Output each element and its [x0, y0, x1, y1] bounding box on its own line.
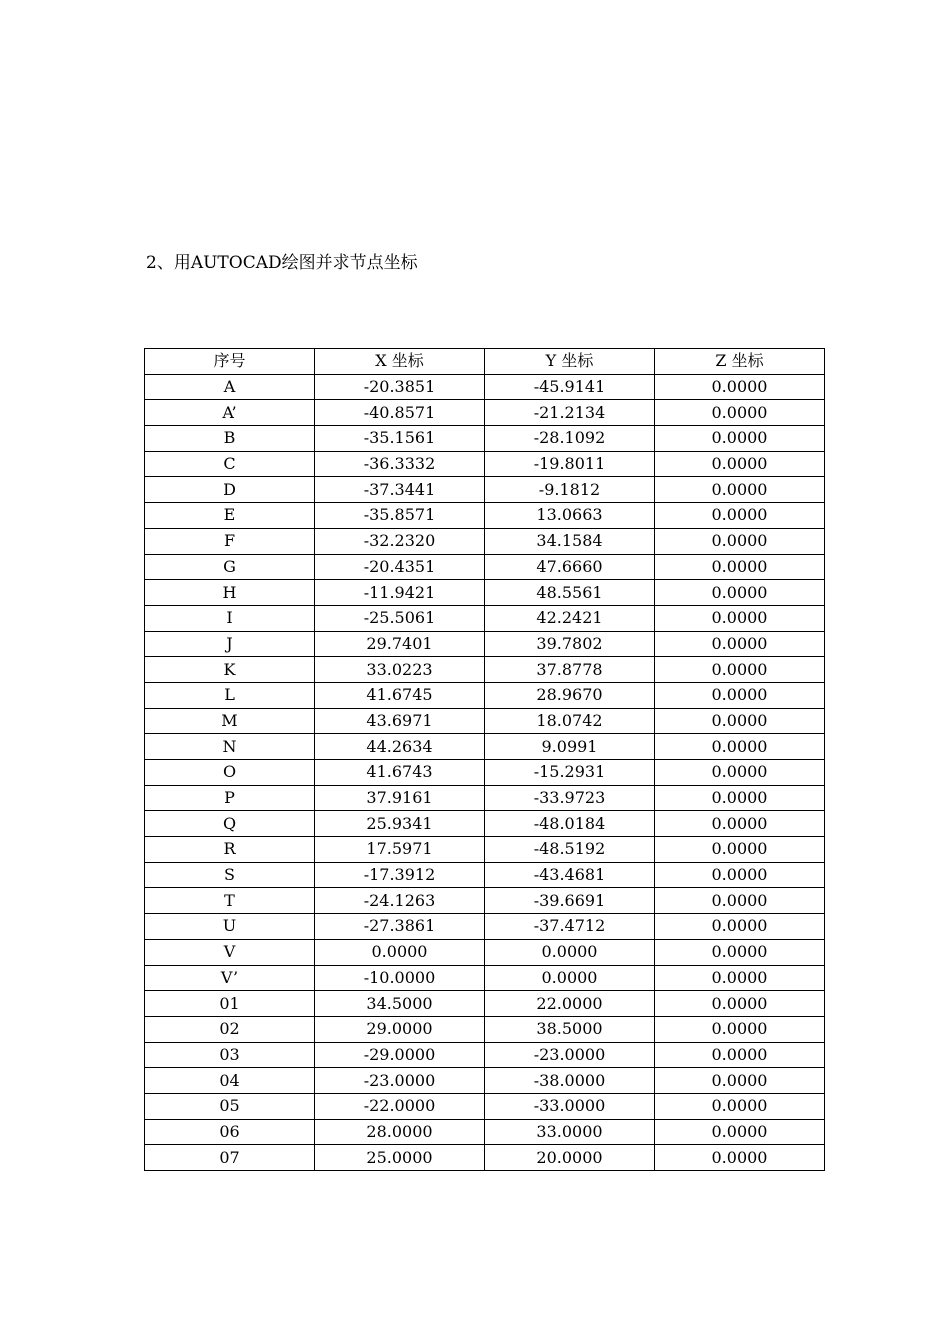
- cell-z-coordinate: 0.0000: [655, 400, 825, 426]
- cell-y-coordinate: -39.6691: [485, 888, 655, 914]
- cell-z-coordinate: 0.0000: [655, 939, 825, 965]
- cell-serial-number: F: [145, 528, 315, 554]
- table-row: [145, 451, 825, 477]
- cell-z-coordinate: 0.0000: [655, 1093, 825, 1119]
- table-row: [145, 734, 825, 760]
- cell-z-coordinate: 0.0000: [655, 991, 825, 1017]
- cell-serial-number: I: [145, 605, 315, 631]
- cell-z-coordinate: 0.0000: [655, 1119, 825, 1145]
- cell-x-coordinate: -40.8571: [315, 400, 485, 426]
- cell-serial-number: V: [145, 939, 315, 965]
- table-row: [145, 837, 825, 863]
- cell-x-coordinate: -35.1561: [315, 426, 485, 452]
- cell-y-coordinate: 20.0000: [485, 1145, 655, 1171]
- cell-y-coordinate: -38.0000: [485, 1068, 655, 1094]
- cell-x-coordinate: 25.0000: [315, 1145, 485, 1171]
- cell-y-coordinate: -45.9141: [485, 374, 655, 400]
- cell-z-coordinate: 0.0000: [655, 734, 825, 760]
- cell-serial-number: T: [145, 888, 315, 914]
- cell-y-coordinate: 13.0663: [485, 503, 655, 529]
- cell-z-coordinate: 0.0000: [655, 528, 825, 554]
- cell-x-coordinate: -22.0000: [315, 1093, 485, 1119]
- cell-z-coordinate: 0.0000: [655, 503, 825, 529]
- cell-y-coordinate: -33.0000: [485, 1093, 655, 1119]
- cell-serial-number: H: [145, 580, 315, 606]
- cell-z-coordinate: 0.0000: [655, 426, 825, 452]
- table-body: [145, 374, 825, 1170]
- cell-serial-number: N: [145, 734, 315, 760]
- cell-y-coordinate: 38.5000: [485, 1016, 655, 1042]
- cell-x-coordinate: -24.1263: [315, 888, 485, 914]
- table-row: [145, 528, 825, 554]
- table-row: [145, 477, 825, 503]
- cell-y-coordinate: 18.0742: [485, 708, 655, 734]
- cell-y-coordinate: -48.0184: [485, 811, 655, 837]
- cell-serial-number: 04: [145, 1068, 315, 1094]
- cell-z-coordinate: 0.0000: [655, 631, 825, 657]
- section-heading: 2、用AUTOCAD绘图并求节点坐标: [146, 253, 418, 273]
- table-row: [145, 400, 825, 426]
- cell-z-coordinate: 0.0000: [655, 1042, 825, 1068]
- cell-serial-number: K: [145, 657, 315, 683]
- cell-serial-number: J: [145, 631, 315, 657]
- cell-z-coordinate: 0.0000: [655, 451, 825, 477]
- cell-serial-number: V’: [145, 965, 315, 991]
- table-row: [145, 1145, 825, 1171]
- cell-y-coordinate: 9.0991: [485, 734, 655, 760]
- cell-z-coordinate: 0.0000: [655, 888, 825, 914]
- cell-z-coordinate: 0.0000: [655, 374, 825, 400]
- cell-z-coordinate: 0.0000: [655, 580, 825, 606]
- cell-serial-number: 07: [145, 1145, 315, 1171]
- table-row: [145, 991, 825, 1017]
- cell-serial-number: A’: [145, 400, 315, 426]
- table-header-row: [145, 349, 825, 375]
- cell-z-coordinate: 0.0000: [655, 1016, 825, 1042]
- cell-x-coordinate: -10.0000: [315, 965, 485, 991]
- cell-x-coordinate: -17.3912: [315, 862, 485, 888]
- table-row: [145, 1068, 825, 1094]
- cell-serial-number: 01: [145, 991, 315, 1017]
- table-row: [145, 580, 825, 606]
- cell-x-coordinate: -20.3851: [315, 374, 485, 400]
- cell-y-coordinate: -21.2134: [485, 400, 655, 426]
- table-row: [145, 811, 825, 837]
- cell-z-coordinate: 0.0000: [655, 682, 825, 708]
- cell-y-coordinate: 33.0000: [485, 1119, 655, 1145]
- cell-y-coordinate: -33.9723: [485, 785, 655, 811]
- table-row: [145, 682, 825, 708]
- cell-z-coordinate: 0.0000: [655, 1068, 825, 1094]
- cell-x-coordinate: -27.3861: [315, 914, 485, 940]
- cell-z-coordinate: 0.0000: [655, 914, 825, 940]
- cell-x-coordinate: -23.0000: [315, 1068, 485, 1094]
- cell-serial-number: D: [145, 477, 315, 503]
- table-row: [145, 1042, 825, 1068]
- table-row: [145, 657, 825, 683]
- table-row: [145, 605, 825, 631]
- cell-serial-number: 03: [145, 1042, 315, 1068]
- cell-y-coordinate: -15.2931: [485, 760, 655, 786]
- cell-serial-number: O: [145, 760, 315, 786]
- cell-y-coordinate: 47.6660: [485, 554, 655, 580]
- cell-z-coordinate: 0.0000: [655, 1145, 825, 1171]
- table-row: [145, 760, 825, 786]
- cell-x-coordinate: 37.9161: [315, 785, 485, 811]
- cell-y-coordinate: 0.0000: [485, 939, 655, 965]
- cell-z-coordinate: 0.0000: [655, 708, 825, 734]
- cell-y-coordinate: 22.0000: [485, 991, 655, 1017]
- cell-x-coordinate: -36.3332: [315, 451, 485, 477]
- cell-serial-number: P: [145, 785, 315, 811]
- cell-x-coordinate: 17.5971: [315, 837, 485, 863]
- cell-y-coordinate: 37.8778: [485, 657, 655, 683]
- cell-y-coordinate: -37.4712: [485, 914, 655, 940]
- cell-y-coordinate: -28.1092: [485, 426, 655, 452]
- cell-serial-number: 05: [145, 1093, 315, 1119]
- table-row: [145, 785, 825, 811]
- table-row: [145, 862, 825, 888]
- cell-x-coordinate: 28.0000: [315, 1119, 485, 1145]
- table-row: [145, 374, 825, 400]
- cell-y-coordinate: 39.7802: [485, 631, 655, 657]
- table-row: [145, 708, 825, 734]
- cell-y-coordinate: 48.5561: [485, 580, 655, 606]
- cell-x-coordinate: -32.2320: [315, 528, 485, 554]
- cell-x-coordinate: 0.0000: [315, 939, 485, 965]
- header-z-coordinate: Z 坐标: [655, 349, 825, 375]
- header-y-coordinate: Y 坐标: [485, 349, 655, 375]
- cell-z-coordinate: 0.0000: [655, 837, 825, 863]
- node-coordinates-table: [144, 348, 825, 1171]
- cell-y-coordinate: 28.9670: [485, 682, 655, 708]
- cell-z-coordinate: 0.0000: [655, 477, 825, 503]
- cell-y-coordinate: -23.0000: [485, 1042, 655, 1068]
- cell-serial-number: 06: [145, 1119, 315, 1145]
- table-row: [145, 888, 825, 914]
- cell-serial-number: S: [145, 862, 315, 888]
- cell-z-coordinate: 0.0000: [655, 785, 825, 811]
- cell-x-coordinate: 29.7401: [315, 631, 485, 657]
- cell-x-coordinate: 44.2634: [315, 734, 485, 760]
- cell-serial-number: Q: [145, 811, 315, 837]
- cell-z-coordinate: 0.0000: [655, 965, 825, 991]
- cell-x-coordinate: 43.6971: [315, 708, 485, 734]
- cell-x-coordinate: 29.0000: [315, 1016, 485, 1042]
- cell-y-coordinate: -43.4681: [485, 862, 655, 888]
- cell-serial-number: C: [145, 451, 315, 477]
- cell-x-coordinate: 33.0223: [315, 657, 485, 683]
- cell-serial-number: R: [145, 837, 315, 863]
- table-row: [145, 554, 825, 580]
- cell-x-coordinate: 41.6745: [315, 682, 485, 708]
- table-row: [145, 503, 825, 529]
- cell-z-coordinate: 0.0000: [655, 605, 825, 631]
- cell-serial-number: G: [145, 554, 315, 580]
- table-row: [145, 914, 825, 940]
- cell-z-coordinate: 0.0000: [655, 657, 825, 683]
- table-row: [145, 1016, 825, 1042]
- cell-serial-number: B: [145, 426, 315, 452]
- cell-y-coordinate: -19.8011: [485, 451, 655, 477]
- cell-x-coordinate: -29.0000: [315, 1042, 485, 1068]
- table-row: [145, 939, 825, 965]
- header-serial-number: 序号: [145, 349, 315, 375]
- cell-serial-number: 02: [145, 1016, 315, 1042]
- table-row: [145, 1093, 825, 1119]
- cell-x-coordinate: 25.9341: [315, 811, 485, 837]
- table-row: [145, 1119, 825, 1145]
- cell-y-coordinate: 34.1584: [485, 528, 655, 554]
- header-x-coordinate: X 坐标: [315, 349, 485, 375]
- cell-y-coordinate: 0.0000: [485, 965, 655, 991]
- cell-z-coordinate: 0.0000: [655, 554, 825, 580]
- cell-x-coordinate: -35.8571: [315, 503, 485, 529]
- cell-x-coordinate: 41.6743: [315, 760, 485, 786]
- cell-y-coordinate: -9.1812: [485, 477, 655, 503]
- cell-serial-number: U: [145, 914, 315, 940]
- cell-x-coordinate: -37.3441: [315, 477, 485, 503]
- cell-x-coordinate: -11.9421: [315, 580, 485, 606]
- cell-serial-number: E: [145, 503, 315, 529]
- cell-x-coordinate: -20.4351: [315, 554, 485, 580]
- cell-y-coordinate: -48.5192: [485, 837, 655, 863]
- cell-z-coordinate: 0.0000: [655, 760, 825, 786]
- cell-x-coordinate: 34.5000: [315, 991, 485, 1017]
- cell-serial-number: M: [145, 708, 315, 734]
- cell-y-coordinate: 42.2421: [485, 605, 655, 631]
- cell-serial-number: A: [145, 374, 315, 400]
- table-row: [145, 965, 825, 991]
- cell-x-coordinate: -25.5061: [315, 605, 485, 631]
- table-row: [145, 631, 825, 657]
- cell-z-coordinate: 0.0000: [655, 862, 825, 888]
- cell-z-coordinate: 0.0000: [655, 811, 825, 837]
- table-row: [145, 426, 825, 452]
- cell-serial-number: L: [145, 682, 315, 708]
